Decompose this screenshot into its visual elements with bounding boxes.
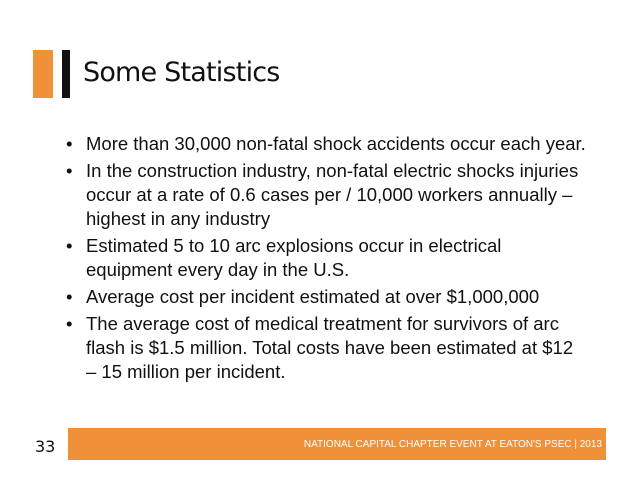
bullet-text: The average cost of medical treatment for survivors of arc flash is $1.5 million. Total costs have been estimated at $12 – 15 million per incident. bbox=[86, 313, 574, 382]
bullet-text: More than 30,000 non-fatal shock accidents occur each year. bbox=[86, 133, 586, 154]
bullet-item bbox=[66, 132, 586, 156]
bullet-marker: • bbox=[66, 235, 73, 256]
bullet-marker: • bbox=[66, 286, 73, 307]
bullet-marker: • bbox=[66, 313, 73, 334]
title-accent-bar bbox=[62, 50, 70, 98]
footer-bar bbox=[68, 428, 606, 460]
footer-text: NATIONAL CAPITAL CHAPTER EVENT AT EATON'S PSEC | 2013 bbox=[303, 439, 602, 450]
bullet-item bbox=[66, 234, 586, 282]
bullet-marker: • bbox=[66, 160, 73, 181]
slide-title: Some Statistics bbox=[83, 57, 280, 88]
bullet-item bbox=[66, 159, 586, 231]
bullet-marker: • bbox=[66, 133, 73, 154]
title-accent-block bbox=[33, 50, 53, 98]
bullet-item bbox=[66, 312, 586, 384]
bullet-text: Estimated 5 to 10 arc explosions occur in electrical equipment every day in the U.S. bbox=[86, 235, 502, 280]
bullet-text: Average cost per incident estimated at over $1,000,000 bbox=[86, 286, 540, 307]
bullet-text: In the construction industry, non-fatal electric shocks injuries occur at a rate of 0.6 cases per / 10,000 workers annually – highest in any industry bbox=[86, 160, 579, 229]
bullet-item bbox=[66, 285, 586, 309]
slide-number: 33 bbox=[35, 437, 56, 456]
bullet-list bbox=[66, 132, 586, 387]
